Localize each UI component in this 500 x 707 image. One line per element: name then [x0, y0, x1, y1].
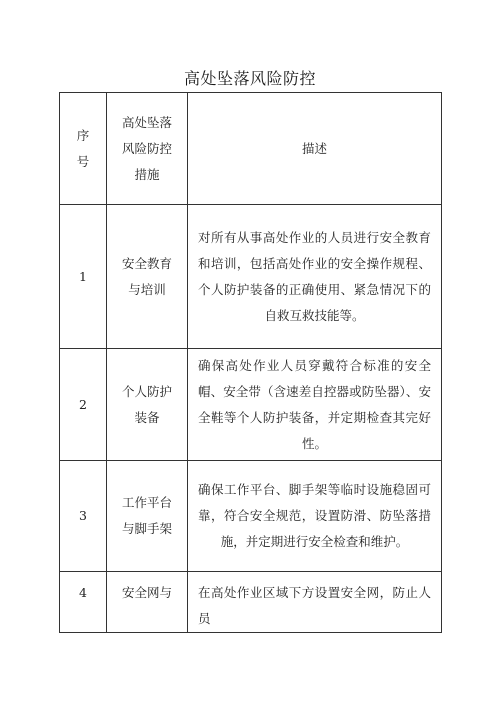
document-title: 高处坠落风险防控	[183, 69, 316, 88]
row-description	[188, 205, 442, 349]
row-description	[188, 349, 442, 461]
header-number-label: 序号	[76, 127, 90, 169]
table-row	[60, 349, 442, 461]
row-measure-label: 工作平台与脚手架	[121, 495, 172, 536]
risk-control-table	[59, 92, 442, 633]
header-measure-label: 高处坠落风险防控措施	[121, 114, 172, 182]
table-row	[60, 572, 442, 633]
row-measure-label: 安全网与	[121, 585, 172, 600]
row-measure	[107, 349, 188, 461]
table-header-row	[60, 93, 442, 205]
row-measure	[107, 461, 188, 572]
header-description-label: 描述	[301, 140, 327, 156]
row-measure	[107, 205, 188, 349]
row-description-text: 在高处作业区域下方设置安全网，防止人员	[198, 585, 431, 626]
row-measure-label: 安全教育与培训	[121, 255, 172, 297]
row-measure	[107, 572, 188, 633]
table-row	[60, 205, 442, 349]
header-description	[188, 93, 442, 205]
row-number: 3	[60, 461, 107, 572]
row-description	[188, 572, 442, 633]
row-description-text: 对所有从事高处作业的人员进行安全教育和培训，包括高处作业的安全操作规程、个人防护装备的正确使用、紧急情况下的自救互救技能等。	[198, 229, 431, 323]
row-number: 1	[60, 205, 107, 349]
row-number: 4	[60, 572, 107, 633]
table-row	[60, 461, 442, 572]
header-number	[60, 93, 107, 205]
row-description-text: 确保工作平台、脚手架等临时设施稳固可靠，符合安全规范，设置防滑、防坠落措施，并定期进行安全检查和维护。	[198, 482, 431, 549]
row-description-text: 确保高处作业人员穿戴符合标准的安全帽、安全带（含速差自控器或防坠器）、安全鞋等个人防护装备，并定期检查其完好性。	[198, 357, 431, 451]
row-number: 2	[60, 349, 107, 461]
row-description	[188, 461, 442, 572]
header-measure	[107, 93, 188, 205]
row-measure-label: 个人防护装备	[121, 383, 172, 425]
